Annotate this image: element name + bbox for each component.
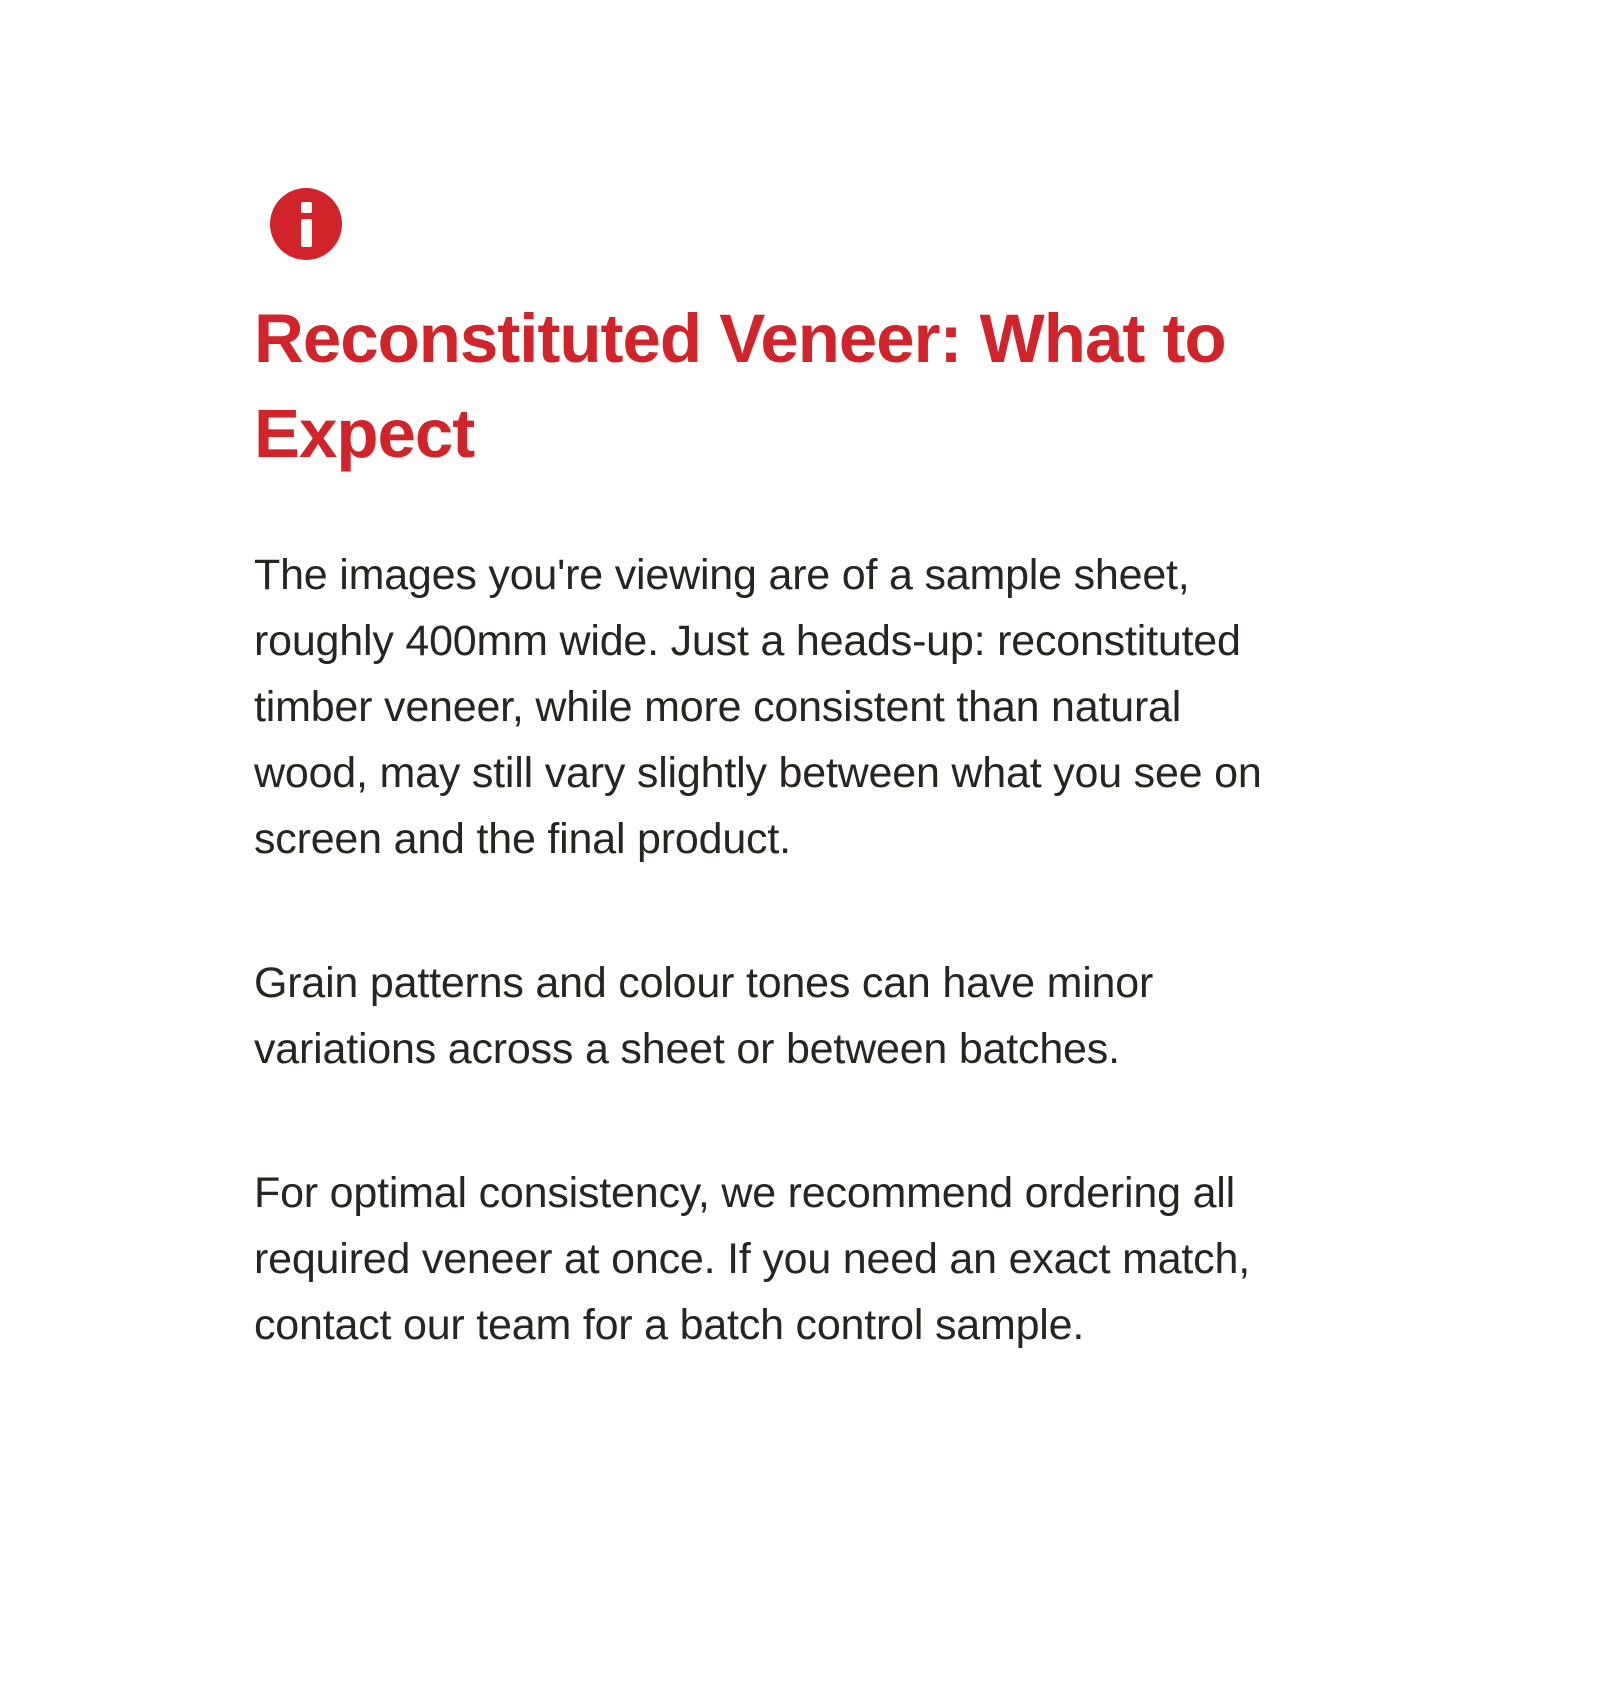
paragraph-grain-variation	[254, 950, 1374, 1082]
body-copy	[254, 542, 1374, 1358]
paragraph-line: wood, may still vary slightly between what you see on	[254, 749, 1262, 797]
paragraph-line: For optimal consistency, we recommend ordering all	[254, 1169, 1235, 1217]
paragraph-line: timber veneer, while more consistent than natural	[254, 683, 1182, 731]
info-icon	[270, 188, 342, 260]
paragraph-line: contact our team for a batch control sample.	[254, 1301, 1085, 1349]
page-title-line: Expect	[254, 395, 475, 472]
paragraph-line: screen and the final product.	[254, 815, 791, 863]
paragraph-line: variations across a sheet or between batches.	[254, 1025, 1120, 1073]
paragraph-line: Grain patterns and colour tones can have minor	[254, 959, 1154, 1007]
page-title	[254, 291, 1374, 481]
info-callout	[254, 188, 1374, 1358]
info-icon-stem	[301, 219, 312, 247]
paragraph-line: required veneer at once. If you need an exact match,	[254, 1235, 1250, 1283]
paragraph-line: roughly 400mm wide. Just a heads-up: reconstituted	[254, 617, 1241, 665]
paragraph-sample-sheet	[254, 542, 1374, 872]
info-icon-dot	[301, 202, 312, 213]
paragraph-line: The images you're viewing are of a sample sheet,	[254, 551, 1190, 599]
paragraph-ordering-advice	[254, 1160, 1374, 1358]
page-title-line: Reconstituted Veneer: What to	[254, 300, 1226, 377]
